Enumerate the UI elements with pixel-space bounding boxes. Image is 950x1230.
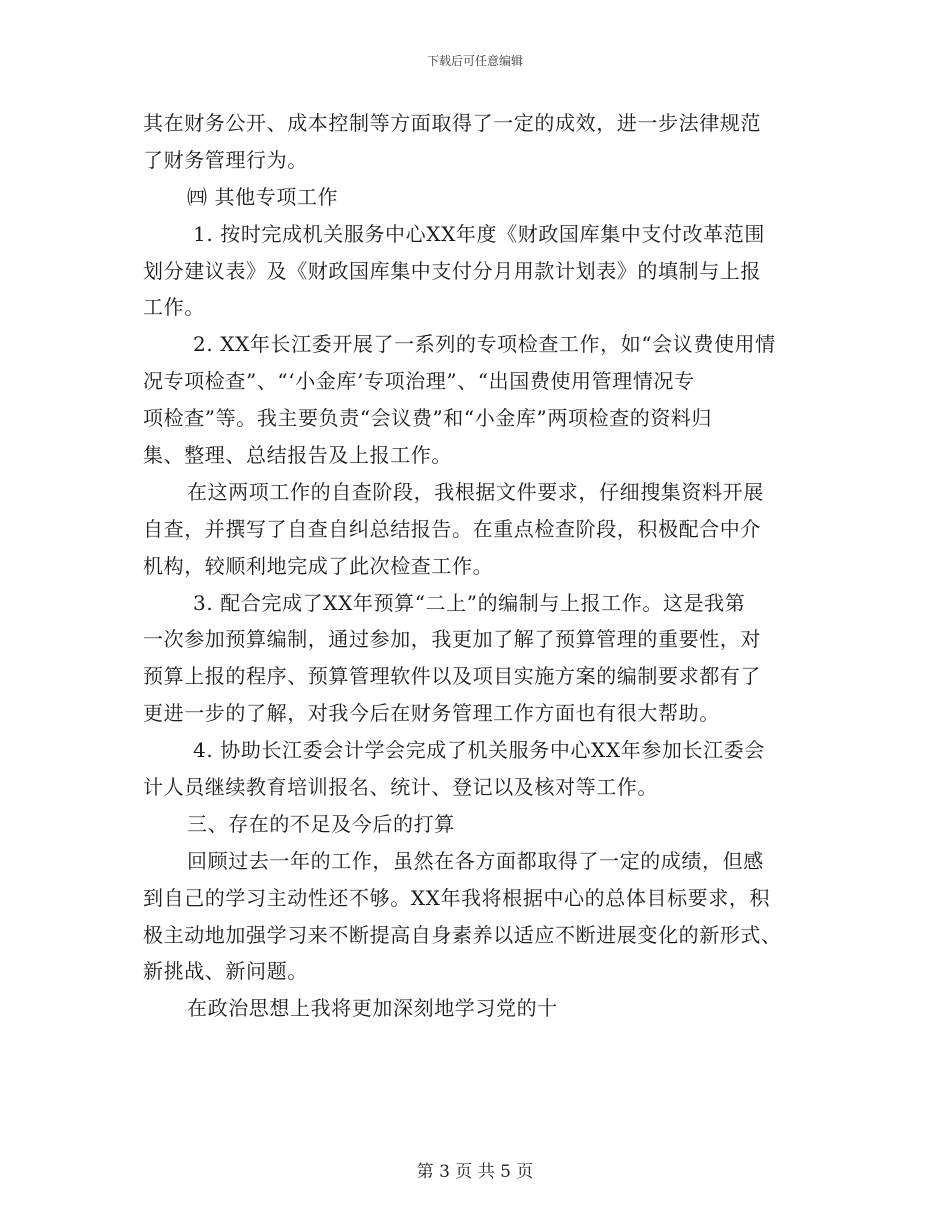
section-heading: ㈣ 其他专项工作 (187, 184, 339, 209)
paragraph-start: 在这两项工作的自查阶段，我根据文件要求，仔细搜集资料开展 (187, 479, 764, 504)
text-line: 项检查”等。我主要负责“会议费”和“小金库”两项检查的资料归 (143, 406, 713, 431)
text-line: 况专项检查”、“‘小金库’专项治理”、“出国费使用管理情况专 (143, 369, 695, 394)
list-item-start: 4. 协助长江委会计学会完成了机关服务中心XX年参加长江委会 (193, 738, 765, 763)
text-line: 机构，较顺利地完成了此次检查工作。 (143, 553, 494, 578)
text-line: 新挑战、新问题。 (143, 959, 308, 984)
list-item-start: 2. XX年长江委开展了一系列的专项检查工作，如“会议费使用情 (193, 332, 776, 357)
section-heading: 三、存在的不足及今后的打算 (187, 811, 455, 836)
text-line: 一次参加预算编制，通过参加，我更加了解了预算管理的重要性，对 (143, 627, 761, 652)
text-line: 计人员继续教育培训报名、统计、登记以及核对等工作。 (143, 775, 658, 800)
paragraph-start: 在政治思想上我将更加深刻地学习党的十 (187, 996, 558, 1021)
text-line: 集、整理、总结报告及上报工作。 (143, 443, 452, 468)
document-body (143, 105, 813, 1027)
paragraph-start: 回顾过去一年的工作，虽然在各方面都取得了一定的成绩，但感 (187, 848, 764, 873)
text-line: 划分建议表》及《财政国库集中支付分月用款计划表》的填制与上报 (143, 258, 761, 283)
text-line: 其在财务公开、成本控制等方面取得了一定的成效，进一步法律规范 (143, 111, 761, 135)
text-line: 极主动地加强学习来不断提高自身素养以适应不断进展变化的新形式、 (143, 922, 782, 947)
page-number-footer: 第 3 页 共 5 页 (416, 1162, 534, 1182)
text-line: 了财务管理行为。 (143, 147, 308, 172)
text-line: 更进一步的了解，对我今后在财务管理工作方面也有很大帮助。 (143, 701, 720, 726)
text-line: 预算上报的程序、预算管理软件以及项目实施方案的编制要求都有了 (143, 664, 761, 689)
text-line: 自查，并撰写了自查自纠总结报告。在重点检查阶段，积极配合中介 (143, 516, 761, 541)
text-line: 到自己的学习主动性还不够。XX年我将根据中心的总体目标要求，积 (143, 885, 771, 910)
text-line: 工作。 (143, 295, 205, 320)
page-header-note: 下载后可任意编辑 (426, 54, 523, 68)
list-item-start: 1. 按时完成机关服务中心XX年度《财政国库集中支付改革范围 (193, 221, 765, 246)
list-item-start: 3. 配合完成了XX年预算“二上”的编制与上报工作。这是我第 (193, 590, 746, 615)
